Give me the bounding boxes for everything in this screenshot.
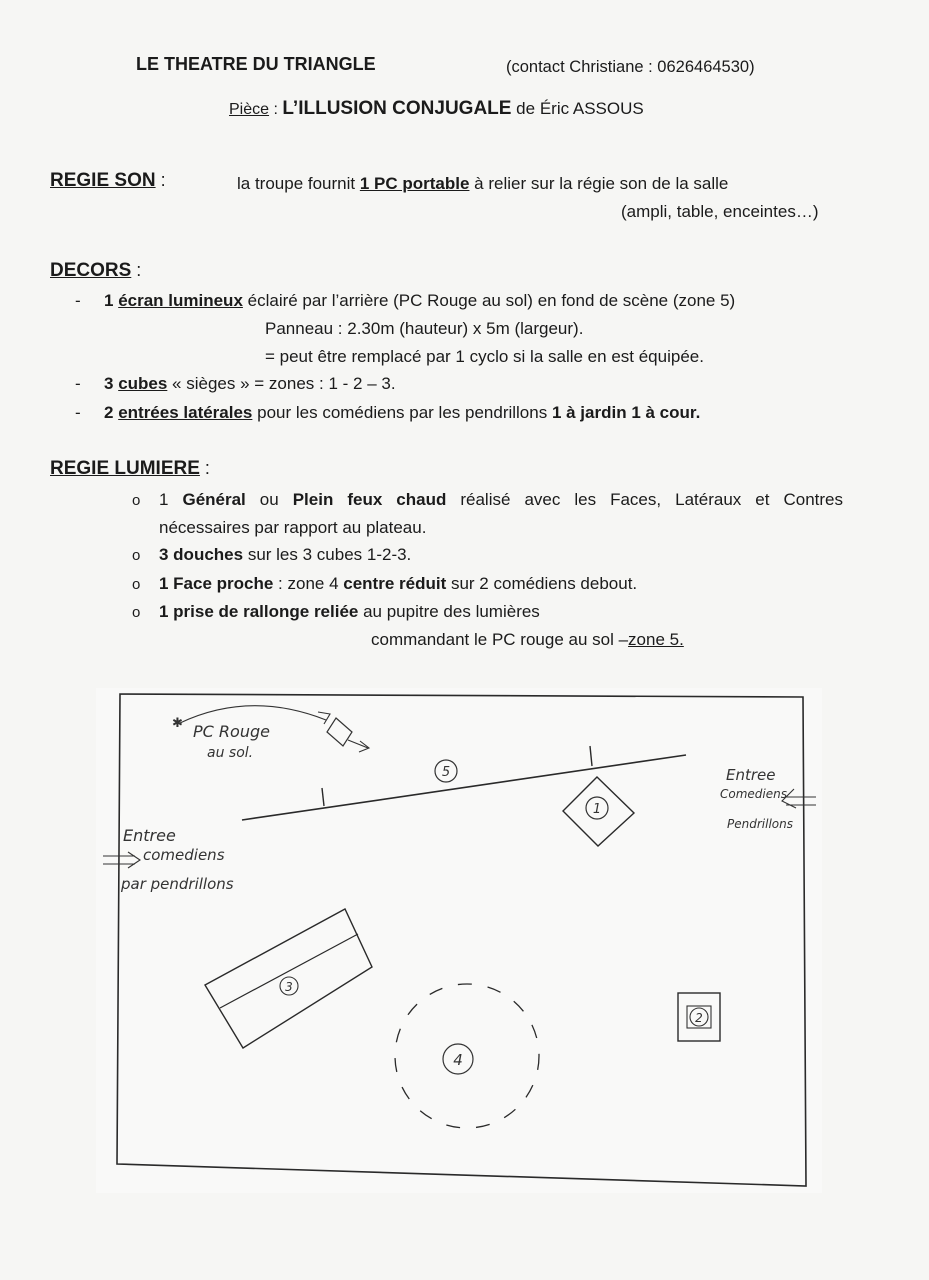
regie-lumiere-colon: : xyxy=(199,458,210,478)
pc-au-sol-label: au sol. xyxy=(207,745,254,761)
lumiere-general: Général xyxy=(182,490,246,509)
bullet-circle: o xyxy=(132,547,141,564)
decors-item-desc: éclairé par l’arrière (PC Rouge au sol) en fond de scène (zone 5) xyxy=(242,291,736,310)
right-entry-line1: Entree xyxy=(726,766,776,784)
decors-item-count: 1 xyxy=(104,291,119,310)
regie-son-pc: 1 PC portable xyxy=(359,174,470,193)
lumiere-douches-desc: sur les 3 cubes 1-2-3. xyxy=(243,545,412,564)
right-entry-line3: Pendrillons xyxy=(727,817,793,831)
lumiere-general-line2: nécessaires par rapport au plateau. xyxy=(159,518,427,537)
contact-info: (contact Christiane : 0626464530) xyxy=(506,58,755,76)
left-entry-line1: Entree xyxy=(123,826,176,845)
regie-son-text-a: la troupe fournit xyxy=(237,174,360,193)
decors-item-count: 3 xyxy=(104,374,119,393)
lumiere-or: ou xyxy=(245,490,293,509)
decors-ecran-cyclo: = peut être remplacé par 1 cyclo si la salle en est équipée. xyxy=(265,347,704,366)
decors-item-count: 2 xyxy=(104,403,119,422)
regie-son-colon: : xyxy=(155,170,166,190)
bullet-circle: o xyxy=(132,576,141,593)
play-title: L’ILLUSION CONJUGALE xyxy=(282,98,512,119)
lumiere-rallonge-commande: commandant le PC rouge au sol – xyxy=(371,630,629,649)
piece-separator: : xyxy=(269,101,283,118)
zone5-label: 5 xyxy=(441,765,451,780)
list-dash: - xyxy=(75,291,81,310)
play-by: de xyxy=(511,99,540,118)
lumiere-rallonge: 1 prise de rallonge reliée xyxy=(159,602,359,621)
decors-colon: : xyxy=(131,260,142,280)
lumiere-rallonge-desc: au pupitre des lumières xyxy=(358,602,540,621)
bullet-circle: o xyxy=(132,492,141,509)
left-entry-line3: par pendrillons xyxy=(121,875,234,893)
list-dash: - xyxy=(75,403,81,422)
cube-1-label: 1 xyxy=(592,802,602,817)
pc-star-icon: ✱ xyxy=(172,716,183,731)
company-name: LE THEATRE DU TRIANGLE xyxy=(136,54,376,74)
decors-item-desc: « sièges » = zones : 1 - 2 – 3. xyxy=(167,374,396,393)
decors-ecran-panneau: Panneau : 2.30m (hauteur) x 5m (largeur). xyxy=(265,319,584,338)
decors-item-desc: pour les comédiens par les pendrillons xyxy=(252,403,552,422)
regie-son-text-c: à relier sur la régie son de la salle xyxy=(469,174,729,193)
list-dash: - xyxy=(75,374,81,393)
play-author: Éric ASSOUS xyxy=(539,99,644,118)
lumiere-rallonge-zone: zone 5. xyxy=(628,630,684,649)
lumiere-face-zone: : zone 4 xyxy=(273,574,344,593)
regie-son-title: REGIE SON xyxy=(50,170,156,191)
pc-rouge-label: PC Rouge xyxy=(193,722,270,741)
lumiere-face-desc: sur 2 comédiens debout. xyxy=(446,574,638,593)
lumiere-douches: 3 douches xyxy=(159,545,244,564)
decors-item-name: écran lumineux xyxy=(118,291,243,310)
zone-4-label: 4 xyxy=(453,1051,463,1069)
piece-label: Pièce xyxy=(229,101,270,118)
sketch-paper xyxy=(96,688,822,1193)
cube-3-label: 3 xyxy=(285,980,293,994)
lumiere-plein-feux: Plein feux chaud xyxy=(292,490,447,509)
bullet-circle: o xyxy=(132,604,141,621)
decors-item-end: 1 à jardin 1 à cour. xyxy=(551,403,701,422)
decors-item-name: entrées latérales xyxy=(118,403,253,422)
lumiere-general-desc: réalisé avec les Faces, Latéraux et Contres xyxy=(446,490,843,509)
decors-title: DECORS xyxy=(50,260,132,281)
regie-lumiere-title: REGIE LUMIERE xyxy=(50,458,200,479)
lumiere-centre-reduit: centre réduit xyxy=(343,574,447,593)
right-entry-line2: Comediens xyxy=(720,787,787,801)
regie-son-line2: (ampli, table, enceintes…) xyxy=(621,202,819,221)
decors-item-name: cubes xyxy=(118,374,168,393)
left-entry-line2: comediens xyxy=(143,846,225,864)
lumiere-face-proche: 1 Face proche xyxy=(159,574,274,593)
lumiere-general-count: 1 xyxy=(159,490,183,509)
cube-2-label: 2 xyxy=(695,1011,703,1025)
